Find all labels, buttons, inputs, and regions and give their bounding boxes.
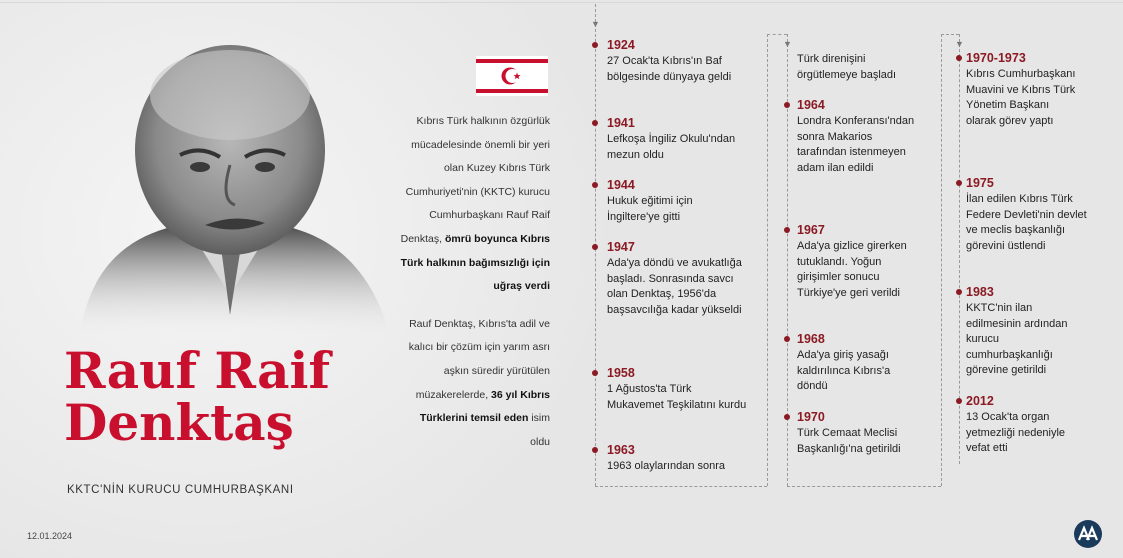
timeline-text: İlan edilen Kıbrıs Türk Federe Devleti'nin devlet ve meclis başkanlığı görevini üstlendi <box>966 193 1087 252</box>
timeline-connector-top <box>767 34 787 35</box>
timeline-text: 1963 olaylarından sonra <box>607 460 726 472</box>
timeline-year: 1944 <box>607 178 635 192</box>
trnc-flag-icon <box>476 56 548 96</box>
description-paragraph-1 <box>400 110 550 299</box>
timeline-text: Lefkoşa İngiliz Okulu'ndan mezun oldu <box>607 133 736 161</box>
aa-logo-icon <box>1073 519 1103 549</box>
timeline-text: 1 Ağustos'ta Türk Mukavemet Teşkilatını kurdu <box>607 383 747 411</box>
title-line-2: Denktaş <box>64 393 294 452</box>
timeline-year: 1975 <box>966 176 994 190</box>
timeline-text: 13 Ocak'ta organ yetmezliği nedeniyle vefat etti <box>966 411 1066 454</box>
timeline-dot <box>956 55 962 61</box>
description-p2-bold: 36 yıl Kıbrıs Türklerini temsil eden <box>419 388 550 425</box>
timeline-text: 27 Ocak'ta Kıbrıs'ın Baf bölgesinde dünyaya geldi <box>607 55 732 83</box>
timeline-year: 1968 <box>797 332 825 346</box>
timeline-year: 1947 <box>607 240 635 254</box>
timeline-dot <box>592 182 598 188</box>
description <box>400 110 550 454</box>
timeline-connector-1 <box>595 486 767 487</box>
timeline-year: 1967 <box>797 223 825 237</box>
timeline-dot <box>592 370 598 376</box>
timeline-year: 1970-1973 <box>966 51 1026 65</box>
timeline-dot <box>784 102 790 108</box>
timeline-text: Ada'ya gizlice girerken tutuklandı. Yoğun girişimler sonucu Türkiye'ye geri verildi <box>797 240 907 299</box>
timeline-text: Ada'ya giriş yasağı kaldırılınca Kıbrıs'a döndü <box>797 349 891 392</box>
arrow-down-icon: ▼ <box>955 39 964 49</box>
timeline-dot <box>956 289 962 295</box>
arrow-down-icon: ▼ <box>591 19 600 29</box>
timeline-dot <box>592 447 598 453</box>
timeline-dot <box>784 414 790 420</box>
timeline-dot <box>592 42 598 48</box>
timeline-text: Ada'ya döndü ve avukatlığa başladı. Sonrasında savcı olan Denktaş, 1956'da başsavcılığa kadar yükseldi <box>607 257 742 316</box>
arrow-down-icon: ▼ <box>783 39 792 49</box>
timeline-year: 1958 <box>607 366 635 380</box>
timeline-dot <box>784 336 790 342</box>
top-border <box>0 2 1123 3</box>
timeline-dot <box>592 120 598 126</box>
timeline-dot <box>956 180 962 186</box>
portrait-image <box>70 35 400 335</box>
timeline-year: 1941 <box>607 116 635 130</box>
description-p2-end: isim oldu <box>528 412 550 448</box>
description-p1-bold: ömrü boyunca Kıbrıs Türk halkının bağımsızlığı için uğraş verdi <box>400 232 550 293</box>
timeline-dot <box>784 227 790 233</box>
timeline-dot <box>592 244 598 250</box>
timeline-text: Türk Cemaat Meclisi Başkanlığı'na getirildi <box>797 427 901 455</box>
timeline-year: 1964 <box>797 98 825 112</box>
timeline-line-3 <box>941 34 942 486</box>
description-p2-text: Rauf Denktaş, Kıbrıs'ta adil ve kalıcı bir çözüm için yarım asrı aşkın süredir yürütülen müzakerelerde, <box>408 317 550 401</box>
timeline-connector-2 <box>787 486 941 487</box>
timeline-text: KKTC'nin ilan edilmesinin ardından kurucu cumhurbaşkanlığı görevine getirildi <box>966 302 1068 376</box>
timeline-year: 1970 <box>797 410 825 424</box>
timeline-text: Kıbrıs Cumhurbaşkanı Muavini ve Kıbrıs Türk Yönetim Başkanı olarak görev yaptı <box>966 68 1076 127</box>
timeline-text: Londra Konferansı'ndan sonra Makarios tarafından istenmeyen adam ilan edildi <box>797 115 915 174</box>
timeline-connector-3 <box>941 34 959 35</box>
timeline-year: 2012 <box>966 394 994 408</box>
timeline-year: 1924 <box>607 38 635 52</box>
timeline-year: 1963 <box>607 443 635 457</box>
timeline-dot <box>956 398 962 404</box>
publish-date: 12.01.2024 <box>27 531 73 541</box>
title-line-1: Rauf Raif <box>64 341 330 400</box>
timeline-line-2 <box>767 34 768 486</box>
timeline-continuation-text: Türk direnişini örgütlemeye başladı <box>797 53 897 81</box>
timeline-text: Hukuk eğitimi için İngiltere'ye gitti <box>607 195 693 223</box>
description-p1-text: Kıbrıs Türk halkının özgürlük mücadelesinde önemli bir yeri olan Kuzey Kıbrıs Türk Cumhuriyeti'nin (KKTC) kurucu Cumhurbaşkanı Rauf Raif Denktaş, <box>400 115 550 245</box>
timeline-year: 1983 <box>966 285 994 299</box>
page-title <box>64 341 330 452</box>
description-paragraph-2 <box>400 313 550 455</box>
page-subtitle: KKTC'NİN KURUCU CUMHURBAŞKANI <box>67 484 294 496</box>
